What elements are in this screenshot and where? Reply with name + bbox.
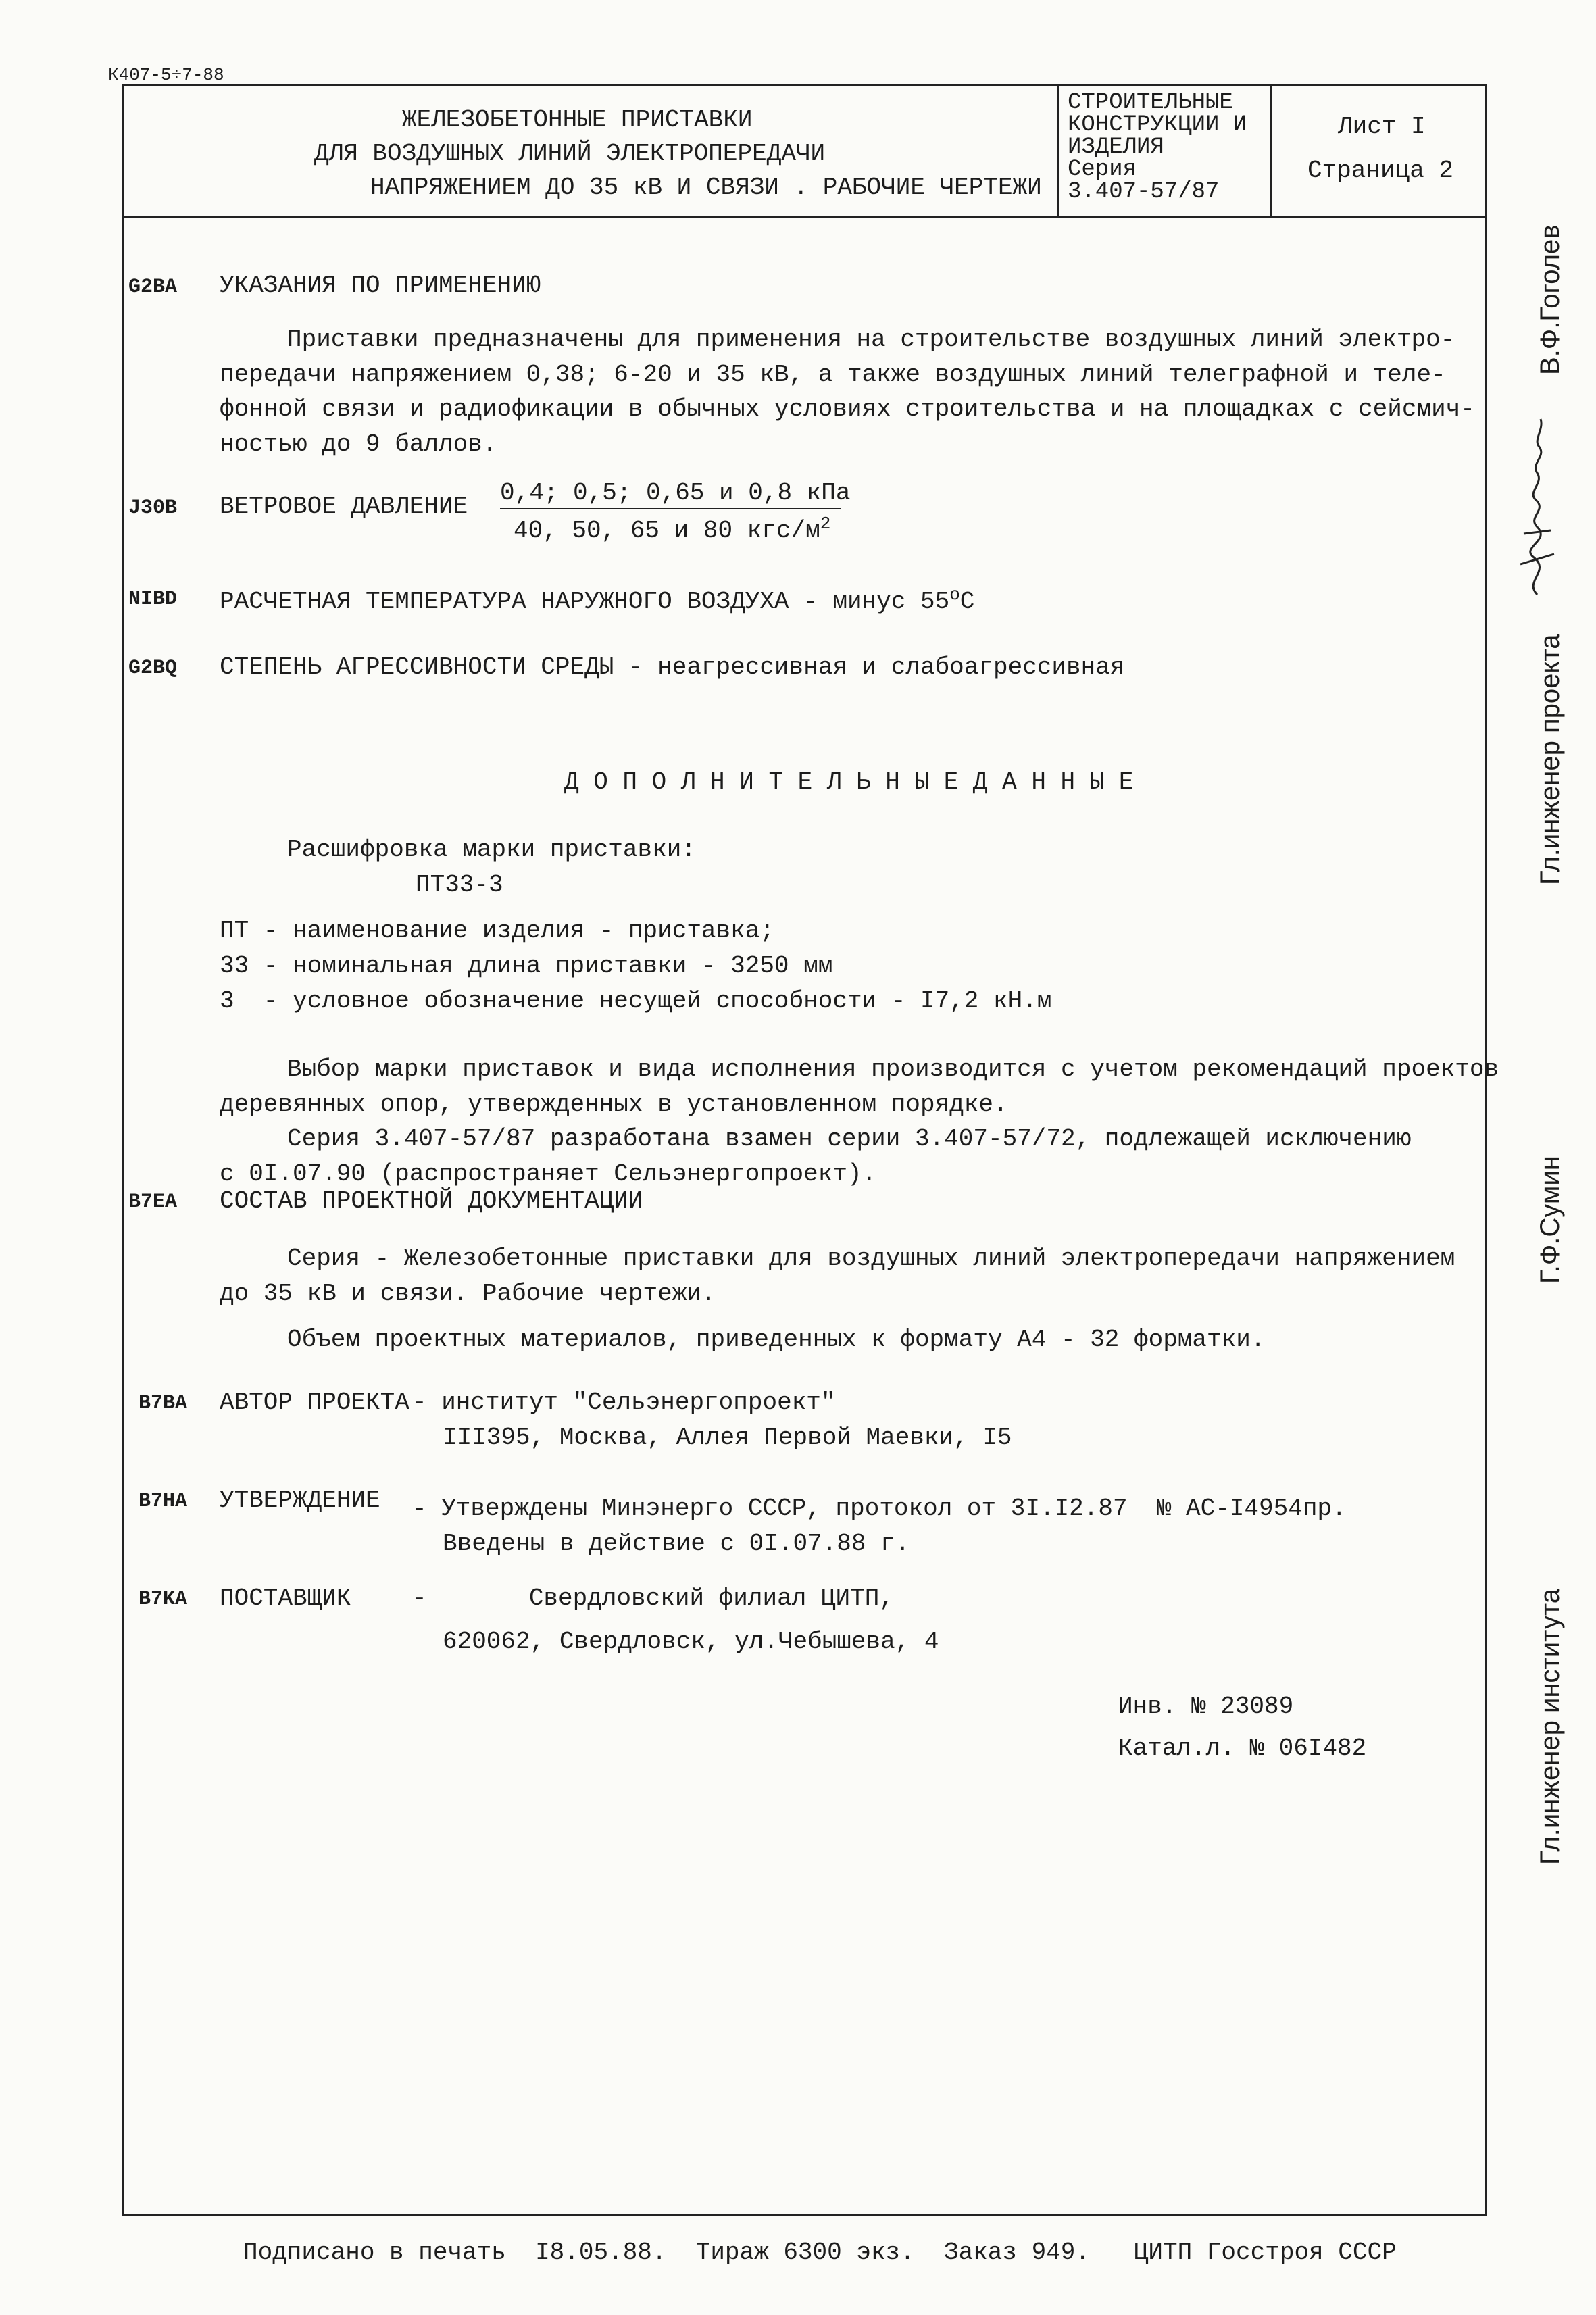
header-title-line-1: ЖЕЛЕЗОБЕТОННЫЕ ПРИСТАВКИ [402, 106, 753, 134]
code-b7ea: B7EA [128, 1191, 178, 1214]
label-chief-engineer-project: Гл.инженер проекта [1535, 634, 1565, 885]
decode-intro: Расшифровка марки приставки: [287, 836, 696, 864]
wind-denominator-sup: 2 [820, 514, 831, 534]
category-line-5: 3.407-57/87 [1068, 179, 1220, 205]
approval-line-1: - Утверждены Минэнерго СССР, протокол от 3I.I2.87 № АС-I4954пр. [412, 1495, 1347, 1522]
decode-line-1: ПТ - наименование изделия - приставка; [220, 917, 774, 945]
category-line-2: КОНСТРУКЦИИ И [1068, 112, 1247, 138]
fraction-line [500, 508, 841, 509]
composition-heading: СОСТАВ ПРОЕКТНОЙ ДОКУМЕНТАЦИИ [220, 1187, 643, 1215]
category-line-1: СТРОИТЕЛЬНЫЕ [1068, 90, 1233, 116]
category-line-3: ИЗДЕЛИЯ [1068, 134, 1164, 160]
code-b7ba: B7BA [139, 1392, 188, 1415]
code-b7ka: B7KA [139, 1588, 188, 1611]
code-b7ha: B7HA [139, 1490, 188, 1513]
page-number: Страница 2 [1307, 157, 1454, 184]
inventory-number: Инв. № 23089 [1118, 1693, 1294, 1720]
header-title-line-3: НАПРЯЖЕНИЕМ ДО 35 кВ И СВЯЗИ . РАБОЧИЕ ЧЕРТЕЖИ [370, 174, 1042, 201]
temperature-sup: о [949, 584, 960, 605]
code-g2ba: G2BA [128, 276, 178, 299]
para-line-4: с 0I.07.90 (распространяет Сельэнергопроект). [220, 1160, 877, 1188]
decode-line-2: 33 - номинальная длина приставки - 3250 мм [220, 952, 833, 980]
application-line-1: Приставки предназначены для применения на строительстве воздушных линий электро- [287, 326, 1455, 353]
aggressiveness-line: СТЕПЕНЬ АГРЕССИВНОСТИ СРЕДЫ - неагрессивная и слабоагрессивная [220, 653, 1125, 681]
header-col-divider-1 [1057, 84, 1059, 216]
footer-imprint: Подписано в печать I8.05.88. Тираж 6300 экз. Заказ 949. ЦИТП Госстроя СССР [243, 2239, 1397, 2266]
application-line-3: фонной связи и радиофикации в обычных условиях строительства и на площадках с сейсмич- [220, 395, 1475, 423]
wind-numerator: 0,4; 0,5; 0,65 и 0,8 кПа [500, 479, 851, 507]
application-heading: УКАЗАНИЯ ПО ПРИМЕНЕНИЮ [220, 272, 541, 299]
label-sumin: Г.Ф.Сумин [1535, 1155, 1565, 1284]
application-line-2: передачи напряжением 0,38; 6-20 и 35 кВ, а также воздушных линий телеграфной и теле- [220, 361, 1446, 389]
supplier-line-2: 620062, Свердловск, ул.Чебышева, 4 [443, 1628, 939, 1656]
author-line-1: - институт "Сельэнергопроект" [412, 1389, 836, 1416]
composition-line-1: Серия - Железобетонные приставки для воздушных линий электропередачи напряжением [287, 1245, 1455, 1272]
code-j30b: J30B [128, 497, 178, 520]
para-line-2: деревянных опор, утвержденных в установленном порядке. [220, 1091, 1008, 1118]
header-divider [122, 216, 1487, 218]
signature-gogolev [1510, 399, 1564, 601]
header-title-line-2: ДЛЯ ВОЗДУШНЫХ ЛИНИЙ ЭЛЕКТРОПЕРЕДАЧИ [314, 140, 826, 168]
temperature-unit: С [959, 588, 975, 616]
code-g2bq: G2BQ [128, 657, 178, 680]
temperature-text: РАСЧЕТНАЯ ТЕМПЕРАТУРА НАРУЖНОГО ВОЗДУХА - минус 55 [220, 588, 950, 616]
header-col-divider-2 [1270, 84, 1272, 216]
mark-value: ПТ33-3 [416, 871, 503, 899]
document-code: К407-5÷7-88 [108, 65, 224, 85]
temperature-line [220, 586, 974, 614]
wind-denominator [514, 515, 830, 543]
sheet-number: Лист I [1338, 113, 1426, 141]
author-heading: АВТОР ПРОЕКТА [220, 1389, 409, 1416]
para-line-3: Серия 3.407-57/87 разработана взамен серии 3.407-57/72, подлежащей исключению [287, 1125, 1412, 1153]
author-line-2: III395, Москва, Аллея Первой Маевки, I5 [443, 1424, 1012, 1451]
catalog-number: Катал.л. № 06I482 [1118, 1735, 1367, 1762]
composition-volume: Объем проектных материалов, приведенных к формату А4 - 32 форматки. [287, 1326, 1266, 1353]
supplier-line-1: - Свердловский филиал ЦИТП, [412, 1585, 894, 1612]
wind-heading: ВЕТРОВОЕ ДАВЛЕНИЕ [220, 493, 468, 520]
label-gogolev: В.Ф.Гоголев [1535, 224, 1565, 375]
code-nibd: NIBD [128, 588, 178, 611]
category-line-4: Серия [1068, 157, 1137, 182]
wind-denominator-text: 40, 50, 65 и 80 кгс/м [514, 517, 820, 545]
para-line-1: Выбор марки приставок и вида исполнения производится с учетом рекомендаций проектов [287, 1055, 1499, 1083]
supplier-heading: ПОСТАВЩИК [220, 1585, 351, 1612]
decode-line-3: 3 - условное обозначение несущей способности - I7,2 кН.м [220, 987, 1052, 1015]
additional-heading: Д О П О Л Н И Т Е Л Ь Н Ы Е Д А Н Н Ы Е [564, 768, 1134, 796]
approval-line-2: Введены в действие с 0I.07.88 г. [443, 1530, 910, 1558]
application-line-4: ностью до 9 баллов. [220, 430, 497, 458]
label-chief-engineer-institute: Гл.инженер института [1535, 1589, 1565, 1865]
approval-heading: УТВЕРЖДЕНИЕ [220, 1487, 380, 1514]
composition-line-2: до 35 кВ и связи. Рабочие чертежи. [220, 1280, 716, 1308]
